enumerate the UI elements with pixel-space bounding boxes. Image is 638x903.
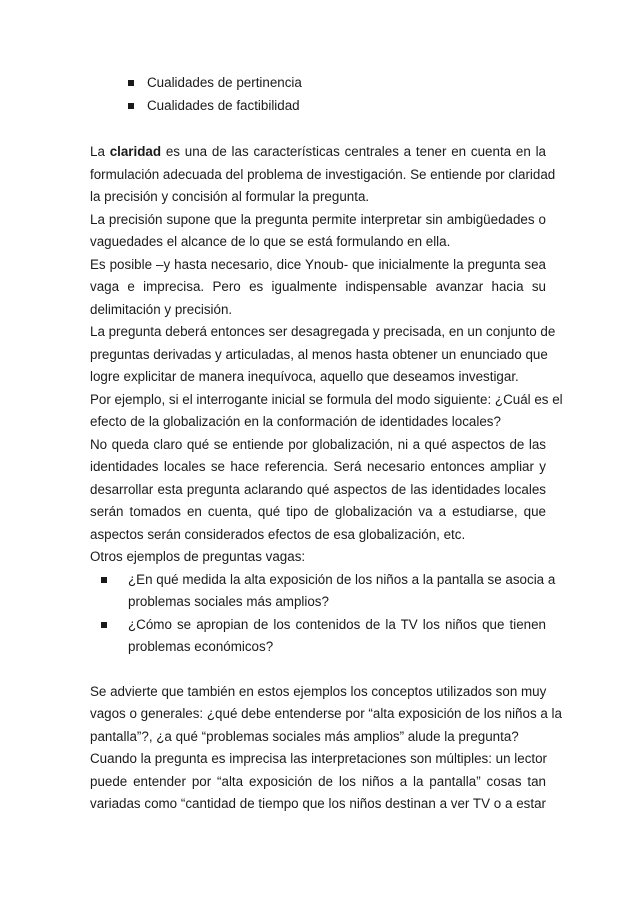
bullet-item: Cualidades de pertinencia — [90, 72, 546, 95]
text-line: ¿En qué medida la alta exposición de los niños a la pantalla se asocia a — [128, 571, 556, 587]
text-line: desarrollar esta pregunta aclarando qué aspectos de las identidades locales — [90, 481, 546, 497]
text-line: formulación adecuada del problema de investigación. Se entiende por claridad — [90, 166, 556, 182]
bullet-item — [90, 569, 556, 614]
text-line: problemas sociales más amplios? — [128, 594, 329, 609]
text-line: La pregunta deberá entonces ser desagregada y precisada, en un conjunto de — [90, 324, 556, 339]
text-line: serán tomados en cuenta, qué tipo de globalización va a estudiarse, que — [90, 504, 546, 519]
text-line: No queda claro qué se entiende por globalización, ni a qué aspectos de las — [90, 436, 546, 452]
paragraph-ejemplo — [90, 389, 563, 434]
criteria-bullet-list — [90, 72, 546, 117]
bullet-item — [90, 614, 546, 659]
bullet-item: Cualidades de factibilidad — [90, 95, 546, 118]
text-line: Otros ejemplos de preguntas vagas: — [90, 549, 306, 564]
paragraph-ynoub — [90, 254, 546, 322]
text-line: Se advierte que también en estos ejemplos los conceptos utilizados son muy — [90, 683, 547, 699]
text-line: vaga e imprecisa. Pero es igualmente indispensable avanzar hacia su — [90, 279, 546, 294]
text-line: Es posible –y hasta necesario, dice Ynoub- que inicialmente la pregunta sea — [90, 256, 546, 272]
text-line: preguntas derivadas y articuladas, al menos hasta obtener un enunciado que — [90, 346, 548, 362]
document-page — [90, 72, 563, 816]
text-line: La precisión supone que la pregunta permite interpretar sin ambigüedades o — [90, 211, 546, 227]
text-line: vaguedades el alcance de lo que se está formulando en ella. — [90, 234, 451, 249]
paragraph-claridad — [90, 141, 556, 209]
text-line: vagos o generales: ¿qué debe entenderse por “alta exposición de los niños a la — [90, 706, 562, 721]
paragraph-advierte — [90, 681, 562, 749]
text-line: efecto de la globalización en la conformación de identidades locales? — [90, 414, 501, 429]
bold-term: claridad — [109, 144, 162, 159]
text-line: aspectos serán considerados efectos de esa globalización, etc. — [90, 526, 466, 542]
text-run: La — [90, 144, 110, 159]
examples-bullet-list — [90, 569, 556, 659]
paragraph-desagregada — [90, 321, 556, 389]
text-line: problemas económicos? — [128, 639, 274, 654]
paragraph-precision — [90, 209, 546, 254]
text-line: ¿Cómo se apropian de los contenidos de la TV los niños que tienen — [128, 616, 546, 632]
text-line: la precisión y concisión al formular la pregunta. — [90, 189, 370, 204]
text-line: Cuando la pregunta es imprecisa las interpretaciones son múltiples: un lector — [90, 751, 548, 766]
paragraph-otros-ejemplos — [90, 546, 546, 569]
text-line: Por ejemplo, si el interrogante inicial se formula del modo siguiente: ¿Cuál es el — [90, 391, 563, 407]
text-line: delimitación y precisión. — [90, 301, 233, 317]
text-line: puede entender por “alta exposición de los niños a la pantalla” cosas tan — [90, 773, 546, 789]
text-run: es una de las características centrales a tener en cuenta en la — [161, 144, 546, 159]
text-line: variadas como “cantidad de tiempo que los niños destinan a ver TV o a estar — [90, 796, 546, 811]
paragraph-globalizacion — [90, 434, 546, 547]
text-line: pantalla”?, ¿a qué “problemas sociales más amplios” alude la pregunta? — [90, 728, 519, 744]
text-line: identidades locales se hace referencia. Será necesario entonces ampliar y — [90, 459, 546, 474]
text-line: logre explicitar de manera inequívoca, aquello que deseamos investigar. — [90, 369, 519, 384]
paragraph-imprecisa — [90, 748, 546, 816]
